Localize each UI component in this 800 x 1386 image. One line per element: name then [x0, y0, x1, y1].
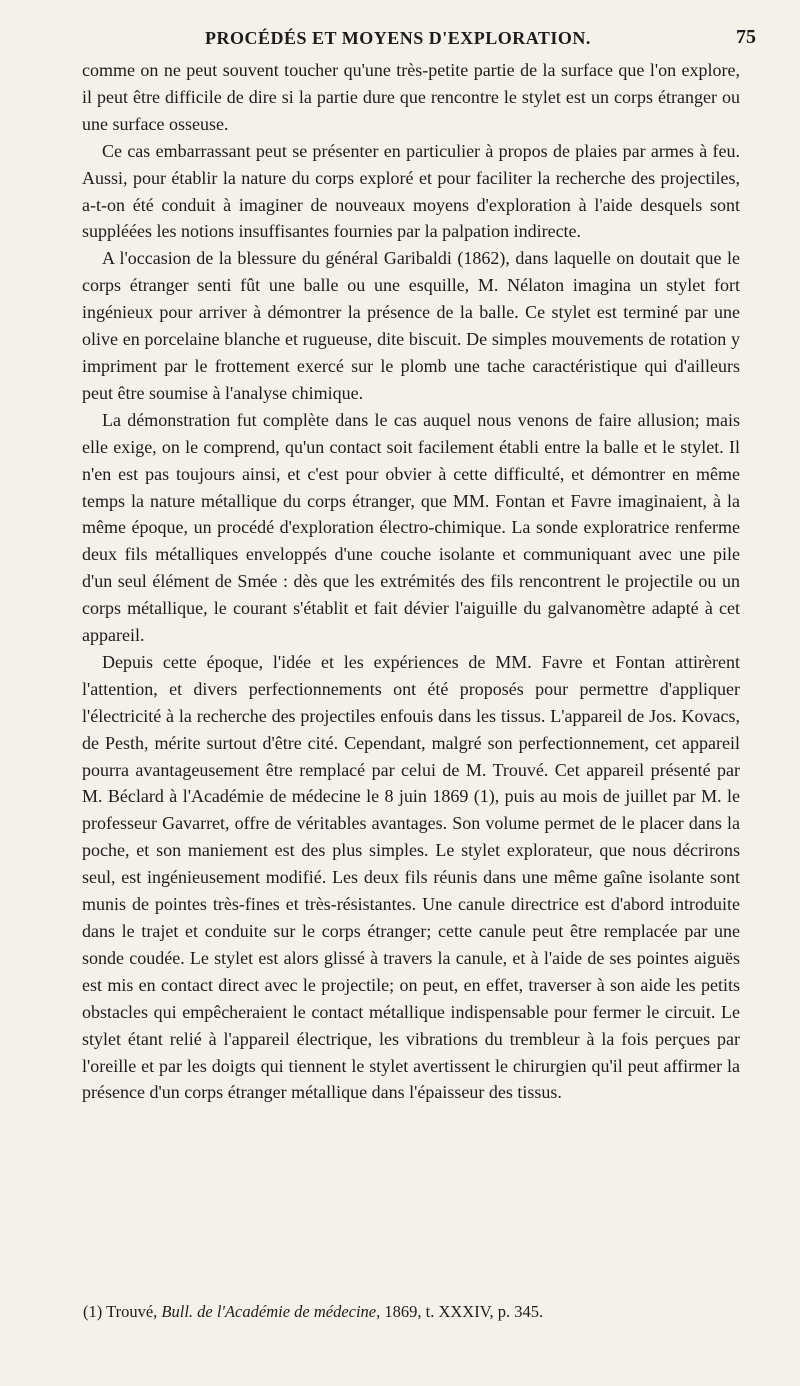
- footnote: [83, 1301, 741, 1323]
- footnote-marker: (1): [83, 1302, 103, 1321]
- footnote-details: 1869, t. XXXIV, p. 345.: [384, 1302, 544, 1321]
- running-title: PROCÉDÉS ET MOYENS D'EXPLORATION.: [205, 28, 591, 48]
- paragraph-5: Depuis cette époque, l'idée et les expériences de MM. Favre et Fontan attirèrent l'attention, et divers perfectionnements ont été proposés pour permettre d'appliquer l'électricité à la recherche des projectiles enfouis dans les tissus. L'appareil de Jos. Kovacs, de Pesth, mérite surtout d'être cité. Cependant, malgré son perfectionnement, cet appareil pourra avantageusement être remplacé par celui de M. Trouvé. Cet appareil présenté par M. Béclard à l'Académie de médecine le 8 juin 1869 (1), puis au mois de juillet par M. le professeur Gavarret, offre de véritables avantages. Son volume permet de le placer dans la poche, et son maniement est des plus simples. Le stylet explorateur, que nous décrirons seul, est ingénieusement modifié. Les deux fils réunis dans une même gaîne isolante sont munis de pointes très-fines et très-résistantes. Une canule directrice est d'abord introduite dans le trajet et conduite sur le corps étranger; cette canule peut être remplacée par une sonde coudée. Le stylet est alors glissé à travers la canule, et à l'aide de ses pointes aiguës est mis en contact direct avec le projectile; on peut, en effet, traverser à son aide les petits obstacles qui empêcheraient le contact métallique indispensable pour fermer le circuit. Le stylet étant relié à l'appareil électrique, les vibrations du trembleur à la fois perçues par l'oreille et par les doigts qui tiennent le stylet avertissent le chirurgien qu'il peut affirmer la présence d'un corps étranger métallique dans l'épaisseur des tissus.: [82, 651, 740, 1103]
- paragraph-3: A l'occasion de la blessure du général Garibaldi (1862), dans laquelle on doutait que le corps étranger senti fût une balle ou une esquille, M. Nélaton imagina un stylet fort ingénieux pour arriver à démontrer la présence de la balle. Ce stylet est terminé par une olive en porcelaine blanche et rugueuse, dite biscuit. De simples mouvements de rotation y impriment par le frottement exercé sur le plomb une tache caractéristique qui d'ailleurs peut être soumise à l'analyse chimique.: [82, 248, 740, 403]
- paragraph-2: Ce cas embarrassant peut se présenter en particulier à propos de plaies par armes à feu. Aussi, pour établir la nature du corps exploré et pour faciliter la recherche des projectiles, a-t-on été conduit à imaginer de nouveaux moyens d'exploration à l'aide desquels sont suppléées les notions insuffisantes fournies par la palpation indirecte.: [82, 140, 740, 242]
- body-text: [82, 57, 740, 1106]
- footnote-journal: Bull. de l'Académie de médecine,: [161, 1302, 381, 1321]
- footnote-author: Trouvé,: [106, 1302, 158, 1321]
- paragraph-4: La démonstration fut complète dans le cas auquel nous venons de faire allusion; mais elle exige, on le comprend, qu'un contact soit facilement établi entre la balle et le stylet. Il n'en est pas toujours ainsi, et c'est pour obvier à cette difficulté, et démontrer en même temps la nature métallique du corps étranger, que MM. Fontan et Favre imaginaient, à la même époque, un procédé d'exploration électro-chimique. La sonde exploratrice renferme deux fils métalliques enveloppés d'une couche isolante et communiquant avec une pile d'un seul élément de Smée : dès que les extrémités des fils rencontrent le projectile ou un corps métallique, le courant s'établit et fait dévier l'aiguille du galvanomètre adapté à cet appareil.: [82, 409, 740, 646]
- page-number: 75: [736, 26, 756, 48]
- paragraph-1: comme on ne peut souvent toucher qu'une très-petite partie de la surface que l'on explore, il peut être difficile de dire si la partie dure que rencontre le stylet est un corps étranger ou une surface osseuse.: [82, 60, 740, 134]
